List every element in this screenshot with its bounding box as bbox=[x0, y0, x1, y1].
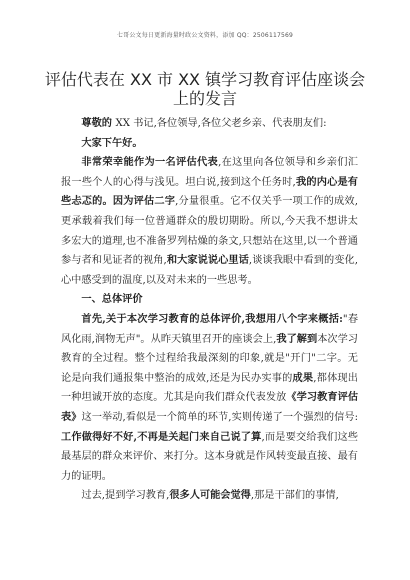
paragraph-opening bbox=[61, 153, 358, 290]
para1-s2: ,在这里向各位领导和乡亲们汇报一些个人的心得与浅见。坦白说,接到这个任务时, bbox=[61, 157, 358, 188]
para1-s1: 非常荣幸能作为一名评估代表 bbox=[81, 156, 219, 169]
para2-s4: 我了解到 bbox=[276, 332, 318, 345]
salutation bbox=[61, 114, 358, 134]
para2-s6: 成果 bbox=[292, 371, 314, 384]
para2-s11: ,而是要交给我们这些最基层的群众来评价、来打分。这本身就是作风转变最直接、最有力的证明。 bbox=[61, 431, 358, 482]
section-heading-overall: 一、总体评价 bbox=[81, 293, 143, 306]
para1-s5: ,分量很重。它不仅关乎一项工作的成效,更承载着我们每一位普通群众的殷切期盼。所以, bbox=[61, 196, 359, 227]
para1-s3: 我的内心是有些忐忑的。 bbox=[61, 175, 358, 208]
para3-s1: 过去,提到学习教育, bbox=[81, 490, 170, 502]
para3-s2: 很多人可能会觉得 bbox=[169, 489, 251, 502]
paragraph-past bbox=[61, 486, 358, 506]
para1-s4: 因为评估二字 bbox=[112, 195, 176, 208]
para1-s8: ,谈谈我眼中看到的变化,心中感受到的温度,以及对未来的一些思考。 bbox=[61, 255, 358, 286]
document-title: 评估代表在 XX 市 XX 镇学习教育评估座谈会上的发言 bbox=[44, 70, 366, 108]
para2-s1: 首先,关于本次学习教育的总体评价,我想用八个字来概括: bbox=[81, 312, 343, 325]
paragraph-overall-evaluation bbox=[61, 310, 358, 486]
header-note: 七哥公文每日更新海量时政公文资料，添加 QQ：2506117569 bbox=[116, 32, 294, 39]
para2-s7: ,都体现出一种坦诚开放的态度。尤其是向我们群众代表发放 bbox=[61, 372, 358, 404]
greeting: 大家下午好。 bbox=[81, 136, 143, 149]
salutation-rest: XX 书记,各位领导,各位父老乡亲、代表朋友们: bbox=[115, 118, 327, 129]
para3-s3: ,那是干部们的事情, bbox=[250, 490, 339, 502]
para2-s3: 从昨天镇里召开的座谈会上, bbox=[150, 333, 277, 345]
para2-s8: 《学习教育评估表》 bbox=[61, 391, 359, 423]
salutation-intro: 尊敬的 bbox=[81, 117, 116, 129]
para2-s5: 本次学习教育的全过程。整个过程给我最深刻的印象,就是"开门"二字。无论是向我们通报集中整治的成效,还是为民办实事的 bbox=[61, 333, 358, 384]
para2-s10: 工作做得好不好,不再是关起门来自己说了算 bbox=[61, 430, 262, 443]
para2-s9: 这一举动,看似是一个简单的环节,实则传递了一个强烈的信号: bbox=[81, 411, 359, 423]
para1-s6: 今天我不想讲太多宏大的道理,也不准备罗列枯燥的条文,只想站在这里,以一个普通参与者和见证者的视角, bbox=[61, 215, 358, 267]
para1-s7: 和大家说说心里话 bbox=[166, 254, 249, 267]
document-body bbox=[61, 114, 358, 506]
para2-s2: "春风化雨,润物无声"。 bbox=[61, 313, 359, 345]
